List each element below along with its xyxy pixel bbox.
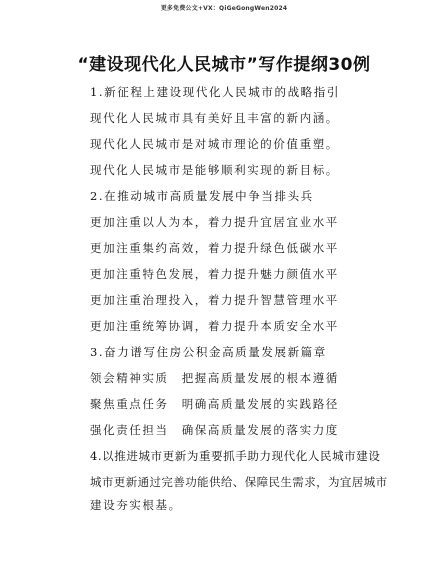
header-note: 更多免费公文+VX：QiGeGongWen2024 <box>160 5 288 12</box>
outline-line: 现代化人民城市具有美好且丰富的新内涵。 <box>90 111 339 125</box>
outline-line: 更加注重集约高效，着力提升绿色低碳水平 <box>90 241 339 255</box>
outline-line: 更加注重特色发展，着力提升魅力颜值水平 <box>90 267 339 281</box>
outline-line: 现代化人民城市是对城市理论的价值重塑。 <box>90 137 339 151</box>
outline-line: 更加注重以人为本，着力提升宜居宜业水平 <box>90 215 339 229</box>
page-title: “建设现代化人民城市”写作提纲30例 <box>77 55 371 75</box>
section-heading-2: 2.在推动城市高质量发展中争当排头兵 <box>90 189 314 203</box>
outline-line: 更加注重治理投入，着力提升智慧管理水平 <box>90 293 339 307</box>
outline-line: 聚焦重点任务 明确高质量发展的实践路径 <box>90 397 339 411</box>
section-heading-4: 4.以推进城市更新为重要抓手助力现代化人民城市建设 <box>90 449 381 463</box>
outline-line: 更加注重统筹协调，着力提升本质安全水平 <box>90 319 339 333</box>
outline-line: 领会精神实质 把握高质量发展的根本遵循 <box>90 371 339 385</box>
section-heading-3: 3.奋力谱写住房公积金高质量发展新篇章 <box>90 345 327 359</box>
section-heading-1: 1.新征程上建设现代化人民城市的战略指引 <box>90 85 340 99</box>
outline-line: 强化责任担当 确保高质量发展的落实力度 <box>90 423 339 437</box>
outline-line: 现代化人民城市是能够顺利实现的新目标。 <box>90 163 339 177</box>
outline-paragraph-line: 建设夯实根基。 <box>90 498 182 512</box>
outline-paragraph-line: 城市更新通过完善功能供给、保障民生需求，为宜居城市 <box>90 475 388 489</box>
